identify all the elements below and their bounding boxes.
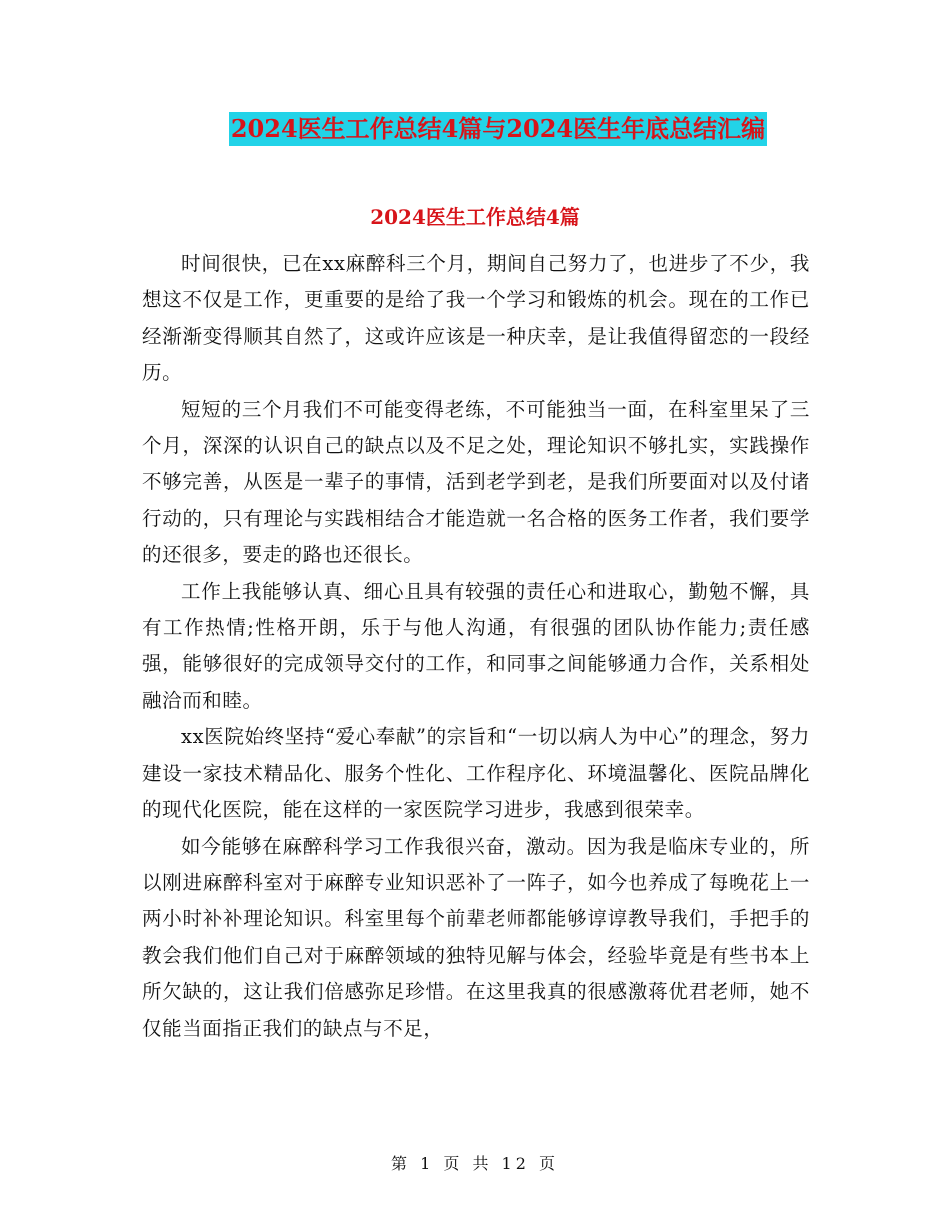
paragraph-3: 工作上我能够认真、细心且具有较强的责任心和进取心，勤勉不懈，具有工作热情;性格开朗，乐于与他人沟通，有很强的团队协作能力;责任感强，能够很好的完成领导交付的工作，和同事之间能够通力合作，关系相处融洽而和睦。 [142, 579, 810, 712]
paragraph-1: 时间很快，已在xx麻醉科三个月，期间自己努力了，也进步了不少，我想这不仅是工作，更重要的是给了我一个学习和锻炼的机会。现在的工作已经渐渐变得顺其自然了，这或许应该是一种庆幸，是让我值得留恋的一段经历。 [142, 252, 810, 385]
paragraph-5: 如今能够在麻醉科学习工作我很兴奋，激动。因为我是临床专业的，所以刚进麻醉科室对于麻醉专业知识恶补了一阵子，如今也养成了每晚花上一两小时补补理论知识。科室里每个前辈老师都能够谆谆教导我们，手把手的教会我们他们自己对于麻醉领域的独特见解与体会，经验毕竟是有些书本上所欠缺的，这让我们倍感弥足珍惜。在这里我真的很感激蒋优君老师，她不仅能当面指正我们的缺点与不足， [142, 834, 810, 1040]
document-title-container [0, 112, 950, 146]
document-title: 2024医生工作总结4篇与2024医生年底总结汇编 [229, 112, 767, 146]
paragraph-2: 短短的三个月我们不可能变得老练，不可能独当一面，在科室里呆了三个月，深深的认识自己的缺点以及不足之处，理论知识不够扎实，实践操作不够完善，从医是一辈子的事情，活到老学到老，是我们所要面对以及付诸行动的，只有理论与实践相结合才能造就一名合格的医务工作者，我们要学的还很多，要走的路也还很长。 [142, 397, 810, 567]
page-number-footer: 第 1 页 共 12 页 [391, 1154, 559, 1173]
document-body [142, 246, 810, 1047]
section-title: 2024医生工作总结4篇 [370, 205, 580, 229]
paragraph-4: xx医院始终坚持“爱心奉献”的宗旨和“一切以病人为中心”的理念，努力建设一家技术精品化、服务个性化、工作程序化、环境温馨化、医院品牌化的现代化医院，能在这样的一家医院学习进步，我感到很荣幸。 [142, 725, 810, 822]
